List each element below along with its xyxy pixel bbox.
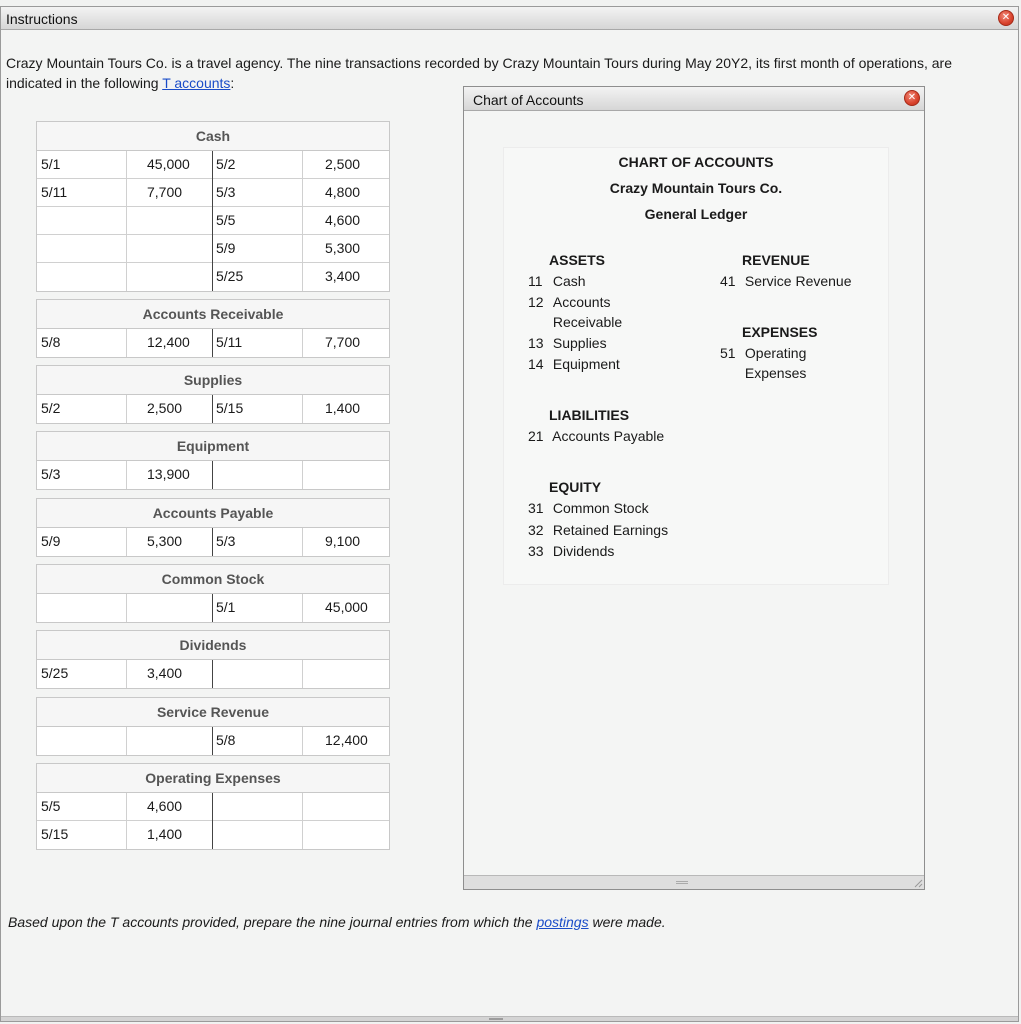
t-account-row xyxy=(37,594,389,622)
account-item: 21 Accounts Payable xyxy=(528,428,665,444)
debit-date: 5/5 xyxy=(37,793,127,821)
credit-date xyxy=(213,793,303,821)
credit-amount: 9,100 xyxy=(325,533,361,549)
credit-date: 5/3 xyxy=(213,528,303,556)
t-account-row xyxy=(37,727,389,755)
credit-amount xyxy=(303,821,389,849)
credit-amount xyxy=(303,660,389,688)
t-account xyxy=(36,431,390,490)
account-item: 12 Accounts Receivable xyxy=(528,294,623,330)
debit-amount: 1,400 xyxy=(127,821,213,849)
close-icon[interactable]: ✕ xyxy=(998,10,1014,26)
credit-amount: 7,700 xyxy=(325,334,361,350)
window-title: Instructions xyxy=(6,11,78,27)
debit-date xyxy=(37,235,127,263)
debit-date: 5/11 xyxy=(37,179,127,207)
chart-of-accounts-content xyxy=(503,147,889,585)
credit-date xyxy=(213,660,303,688)
intro-end: : xyxy=(230,75,235,91)
t-account-title: Common Stock xyxy=(37,565,389,594)
t-account-row xyxy=(37,329,389,357)
t-account-row xyxy=(37,821,389,849)
close-icon[interactable]: ✕ xyxy=(904,90,920,106)
footer-end: were made. xyxy=(588,914,666,930)
account-item: 41 Service Revenue xyxy=(720,273,852,289)
credit-date: 5/5 xyxy=(213,207,303,235)
debit-amount: 7,700 xyxy=(127,179,213,207)
credit-amount: 1,400 xyxy=(325,400,361,416)
debit-amount xyxy=(127,235,213,263)
debit-date: 5/25 xyxy=(37,660,127,688)
t-account-title: Equipment xyxy=(37,432,389,461)
credit-amount: 12,400 xyxy=(325,732,368,748)
debit-amount xyxy=(127,263,213,291)
credit-date: 5/25 xyxy=(213,263,303,291)
drag-handle[interactable] xyxy=(489,1018,503,1020)
debit-amount xyxy=(127,594,213,622)
debit-amount: 13,900 xyxy=(127,461,213,489)
debit-amount xyxy=(127,727,213,755)
debit-date: 5/2 xyxy=(37,395,127,423)
debit-amount: 4,600 xyxy=(127,793,213,821)
postings-link[interactable]: postings xyxy=(536,914,589,930)
panel-titlebar[interactable] xyxy=(464,87,924,111)
chart-of-accounts-panel xyxy=(463,86,925,890)
equity-heading: EQUITY xyxy=(549,479,602,495)
credit-date xyxy=(213,461,303,489)
credit-amount xyxy=(303,461,389,489)
account-item: 31 Common Stock xyxy=(528,500,649,516)
t-account-row xyxy=(37,461,389,489)
debit-amount: 2,500 xyxy=(127,395,213,423)
debit-date: 5/1 xyxy=(37,151,127,179)
revenue-heading: REVENUE xyxy=(742,252,810,268)
liabilities-heading: LIABILITIES xyxy=(549,407,630,423)
account-item: 33 Dividends xyxy=(528,543,615,559)
t-account-row xyxy=(37,660,389,688)
t-account-row xyxy=(37,151,389,179)
window-bottom-bar xyxy=(1,1016,1018,1021)
t-account-row xyxy=(37,263,389,291)
credit-date: 5/2 xyxy=(213,151,303,179)
footer-paragraph xyxy=(8,914,666,930)
credit-date: 5/8 xyxy=(213,727,303,755)
t-account-title: Cash xyxy=(37,122,389,151)
account-item: 14 Equipment xyxy=(528,356,620,372)
debit-date: 5/9 xyxy=(37,528,127,556)
t-account-title: Accounts Receivable xyxy=(37,300,389,329)
t-account-row xyxy=(37,793,389,821)
debit-amount: 12,400 xyxy=(127,329,213,357)
credit-date: 5/3 xyxy=(213,179,303,207)
resize-grip-icon[interactable] xyxy=(913,878,923,888)
account-item: 11 Cash xyxy=(528,273,586,289)
t-account xyxy=(36,498,390,557)
debit-amount: 3,400 xyxy=(127,660,213,688)
chart-heading: CHART OF ACCOUNTS xyxy=(618,154,774,170)
t-account-row xyxy=(37,395,389,423)
expenses-heading: EXPENSES xyxy=(742,324,818,340)
credit-amount xyxy=(303,793,389,821)
debit-date xyxy=(37,594,127,622)
credit-date xyxy=(213,821,303,849)
credit-date: 5/1 xyxy=(213,594,303,622)
debit-amount: 45,000 xyxy=(127,151,213,179)
footer-text: Based upon the T accounts provided, prepare the nine journal entries from which the xyxy=(8,914,537,930)
credit-amount: 4,600 xyxy=(325,212,361,228)
debit-date xyxy=(37,207,127,235)
credit-amount: 45,000 xyxy=(325,599,368,615)
debit-date xyxy=(37,263,127,291)
account-item: 13 Supplies xyxy=(528,335,607,351)
credit-amount: 2,500 xyxy=(325,156,361,172)
t-account xyxy=(36,121,390,292)
t-account-title: Dividends xyxy=(37,631,389,660)
intro-text: Crazy Mountain Tours Co. is a travel agency. The nine transactions recorded by Crazy Mountain Tours during May 20Y2, its first month of operations, are indicated in the following xyxy=(6,55,952,91)
t-account-title: Service Revenue xyxy=(37,698,389,727)
debit-date xyxy=(37,727,127,755)
t-account-row xyxy=(37,235,389,263)
ledger-heading: General Ledger xyxy=(644,206,748,222)
t-account xyxy=(36,630,390,689)
debit-date: 5/15 xyxy=(37,821,127,849)
credit-amount: 5,300 xyxy=(325,240,361,256)
t-account xyxy=(36,697,390,756)
t-account xyxy=(36,365,390,424)
assets-heading: ASSETS xyxy=(549,252,606,268)
t-account xyxy=(36,564,390,623)
panel-bottom-bar xyxy=(464,875,924,889)
window-titlebar xyxy=(1,7,1018,30)
credit-date: 5/15 xyxy=(213,395,303,423)
account-item: 51 Operating Expenses xyxy=(720,345,807,381)
credit-date: 5/9 xyxy=(213,235,303,263)
t-account-row xyxy=(37,528,389,556)
drag-handle[interactable] xyxy=(676,881,688,884)
company-name: Crazy Mountain Tours Co. xyxy=(609,180,783,196)
debit-amount: 5,300 xyxy=(127,528,213,556)
instructions-window xyxy=(0,6,1019,1022)
debit-amount xyxy=(127,207,213,235)
t-account-row xyxy=(37,179,389,207)
credit-date: 5/11 xyxy=(213,329,303,357)
t-account-title: Operating Expenses xyxy=(37,764,389,793)
credit-amount: 4,800 xyxy=(325,184,361,200)
t-account-title: Accounts Payable xyxy=(37,499,389,528)
account-item: 32 Retained Earnings xyxy=(528,522,669,538)
debit-date: 5/3 xyxy=(37,461,127,489)
panel-title: Chart of Accounts xyxy=(473,92,584,108)
t-account xyxy=(36,299,390,358)
credit-amount: 3,400 xyxy=(325,268,361,284)
t-accounts-link[interactable]: T accounts xyxy=(162,75,231,91)
t-account-row xyxy=(37,207,389,235)
t-account-title: Supplies xyxy=(37,366,389,395)
t-account xyxy=(36,763,390,850)
debit-date: 5/8 xyxy=(37,329,127,357)
